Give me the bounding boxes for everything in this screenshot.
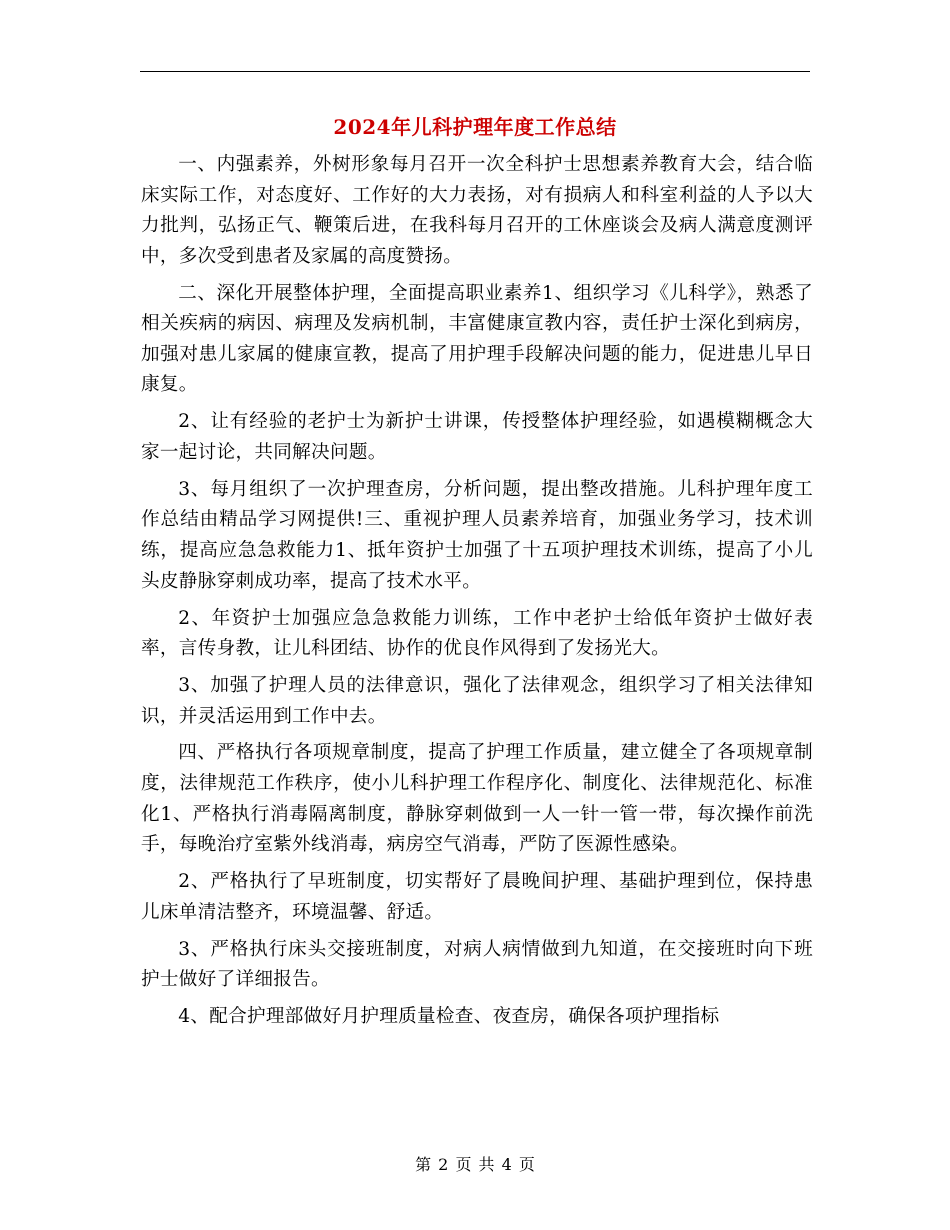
page-number: 第 2 页 共 4 页 — [415, 1155, 535, 1174]
paragraph: 2、年资护士加强应急急救能力训练，工作中老护士给低年资护士做好表率，言传身教，让儿科团结、协作的优良作风得到了发扬光大。 — [141, 607, 813, 660]
document-body — [141, 150, 813, 1039]
header-rule — [140, 71, 810, 72]
paragraph: 一、内强素养，外树形象每月召开一次全科护士思想素养教育大会，结合临床实际工作，对态度好、工作好的大力表扬，对有损病人和科室利益的人予以大力批判，弘扬正气、鞭策后进，在我科每月召开的工休座谈会及病人满意度测评中，多次受到患者及家属的高度赞扬。 — [141, 154, 813, 267]
paragraph: 二、深化开展整体护理，全面提高职业素养1、组织学习《儿科学》，熟悉了相关疾病的病因、病理及发病机制，丰富健康宣教内容，责任护士深化到病房，加强对患儿家属的健康宣教，提高了用护理手段解决问题的能力，促进患儿早日康复。 — [141, 282, 813, 396]
paragraph: 2、严格执行了早班制度，切实帮好了晨晚间护理、基础护理到位，保持患儿床单清洁整齐，环境温馨、舒适。 — [141, 871, 813, 923]
paragraph: 4、配合护理部做好月护理质量检查、夜查房，确保各项护理指标 — [178, 1006, 720, 1028]
paragraph: 四、严格执行各项规章制度，提高了护理工作质量，建立健全了各项规章制度，法律规范工作秩序，使小儿科护理工作程序化、制度化、法律规范化、标准化1、严格执行消毒隔离制度，静脉穿刺做到一人一针一管一带，每次操作前洗手，每晚治疗室紫外线消毒，病房空气消毒，严防了医源性感染。 — [141, 742, 813, 856]
document-title: 2024年儿科护理年度工作总结 — [333, 115, 617, 139]
paragraph: 3、加强了护理人员的法律意识，强化了法律观念，组织学习了相关法律知识，并灵活运用到工作中去。 — [141, 674, 813, 727]
paragraph: 3、严格执行床头交接班制度，对病人病情做到九知道，在交接班时向下班护士做好了详细报告。 — [141, 938, 813, 991]
paragraph: 3、每月组织了一次护理查房，分析问题，提出整改措施。儿科护理年度工作总结由精品学习网提供!三、重视护理人员素养培育，加强业务学习，技术训练，提高应急急救能力1、抵年资护士加强了十五项护理技术训练，提高了小儿头皮静脉穿刺成功率，提高了技术水平。 — [141, 478, 813, 592]
paragraph: 2、让有经验的老护士为新护士讲课，传授整体护理经验，如遇模糊概念大家一起讨论，共同解决问题。 — [141, 411, 813, 463]
